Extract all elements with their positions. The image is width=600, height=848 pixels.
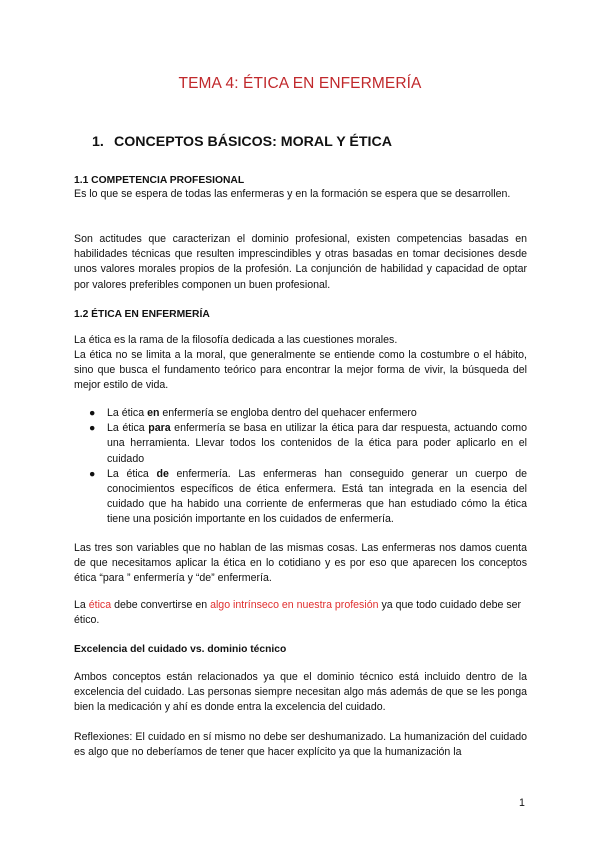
list-item: ● La ética para enfermería se basa en utilizar la ética para dar respuesta, actuando como una herramienta. Llevar todos los contenidos de la ética para poder aplicarlo en el cuidado bbox=[89, 422, 527, 465]
section-number: 1. bbox=[92, 134, 104, 150]
heading-excelencia: Excelencia del cuidado vs. dominio técnico bbox=[74, 644, 287, 655]
bullet-list bbox=[74, 406, 527, 528]
bullet-icon: ● bbox=[89, 422, 96, 435]
subsection-heading-competencia: 1.1 COMPETENCIA PROFESIONAL bbox=[74, 175, 245, 186]
bullet-icon: ● bbox=[89, 407, 96, 419]
paragraph-etica-2: La ética no se limita a la moral, que generalmente se entiende como la costumbre o el hábito, sino que busca el fundamento teórico para encontrar la mejor forma de vivir, la búsqueda del mejor estilo de vida. bbox=[74, 349, 527, 392]
page-number: 1 bbox=[519, 797, 525, 809]
list-item: ● La ética de enfermería. Las enfermeras han conseguido generar un cuerpo de conocimientos específicos de ética enfermera. Está tan integrada en la esencia del cuidado que ha habido una corriente de enfermeras que han estudiado cómo la ética tiene una posición importante en los cuidados de enfermería. bbox=[89, 467, 527, 526]
paragraph-excelencia-1: Ambos conceptos están relacionados ya que el dominio técnico está incluido dentro de la excelencia del cuidado. Las personas siempre necesitan algo más además de que se les ponga bien la medicación y ahí es donde entra la excelencia del cuidado. bbox=[74, 671, 527, 714]
paragraph-competencia-1: Es lo que se espera de todas las enfermeras y en la formación se espera que se desarrollen. bbox=[74, 188, 511, 200]
paragraph-etica-4: La ética debe convertirse en algo intrínseco en nuestra profesión ya que todo cuidado debe ser ético. bbox=[74, 599, 522, 627]
highlight-text: ética bbox=[88, 599, 112, 611]
highlight-text: algo intrínseco en nuestra profesión bbox=[210, 599, 379, 611]
paragraph-competencia-2: Son actitudes que caracterizan el dominio profesional, existen competencias basadas en habilidades técnicas que resulten imprescindibles y otras basadas en tomar decisiones desde unos valores morales propios de la profesión. La conjunción de habilidad y capacidad de optar por valores preferibles componen un buen profesional. bbox=[74, 233, 527, 291]
paragraph-reflexiones: Reflexiones: El cuidado en sí mismo no debe ser deshumanizado. La humanización del cuidado es algo que no deberíamos de tener que hacer explícito ya que la humanización la bbox=[74, 731, 527, 759]
subsection-heading-etica: 1.2 ÉTICA EN ENFERMERÍA bbox=[74, 309, 210, 320]
paragraph-etica-3: Las tres son variables que no hablan de las mismas cosas. Las enfermeras nos damos cuenta de que necesitamos aplicar la ética en lo cotidiano y es por eso que aparecen los conceptos ética “para ” enfermería y “de” enfermería. bbox=[74, 542, 527, 585]
document-title: TEMA 4: ÉTICA EN ENFERMERÍA bbox=[178, 75, 422, 92]
list-item: ● La ética en enfermería se engloba dentro del quehacer enfermero bbox=[74, 406, 527, 421]
bullet-icon: ● bbox=[89, 467, 96, 480]
paragraph-etica-1: La ética es la rama de la filosofía dedicada a las cuestiones morales. bbox=[74, 334, 398, 346]
section-heading-text: CONCEPTOS BÁSICOS: MORAL Y ÉTICA bbox=[113, 134, 392, 150]
section-heading bbox=[92, 134, 392, 150]
